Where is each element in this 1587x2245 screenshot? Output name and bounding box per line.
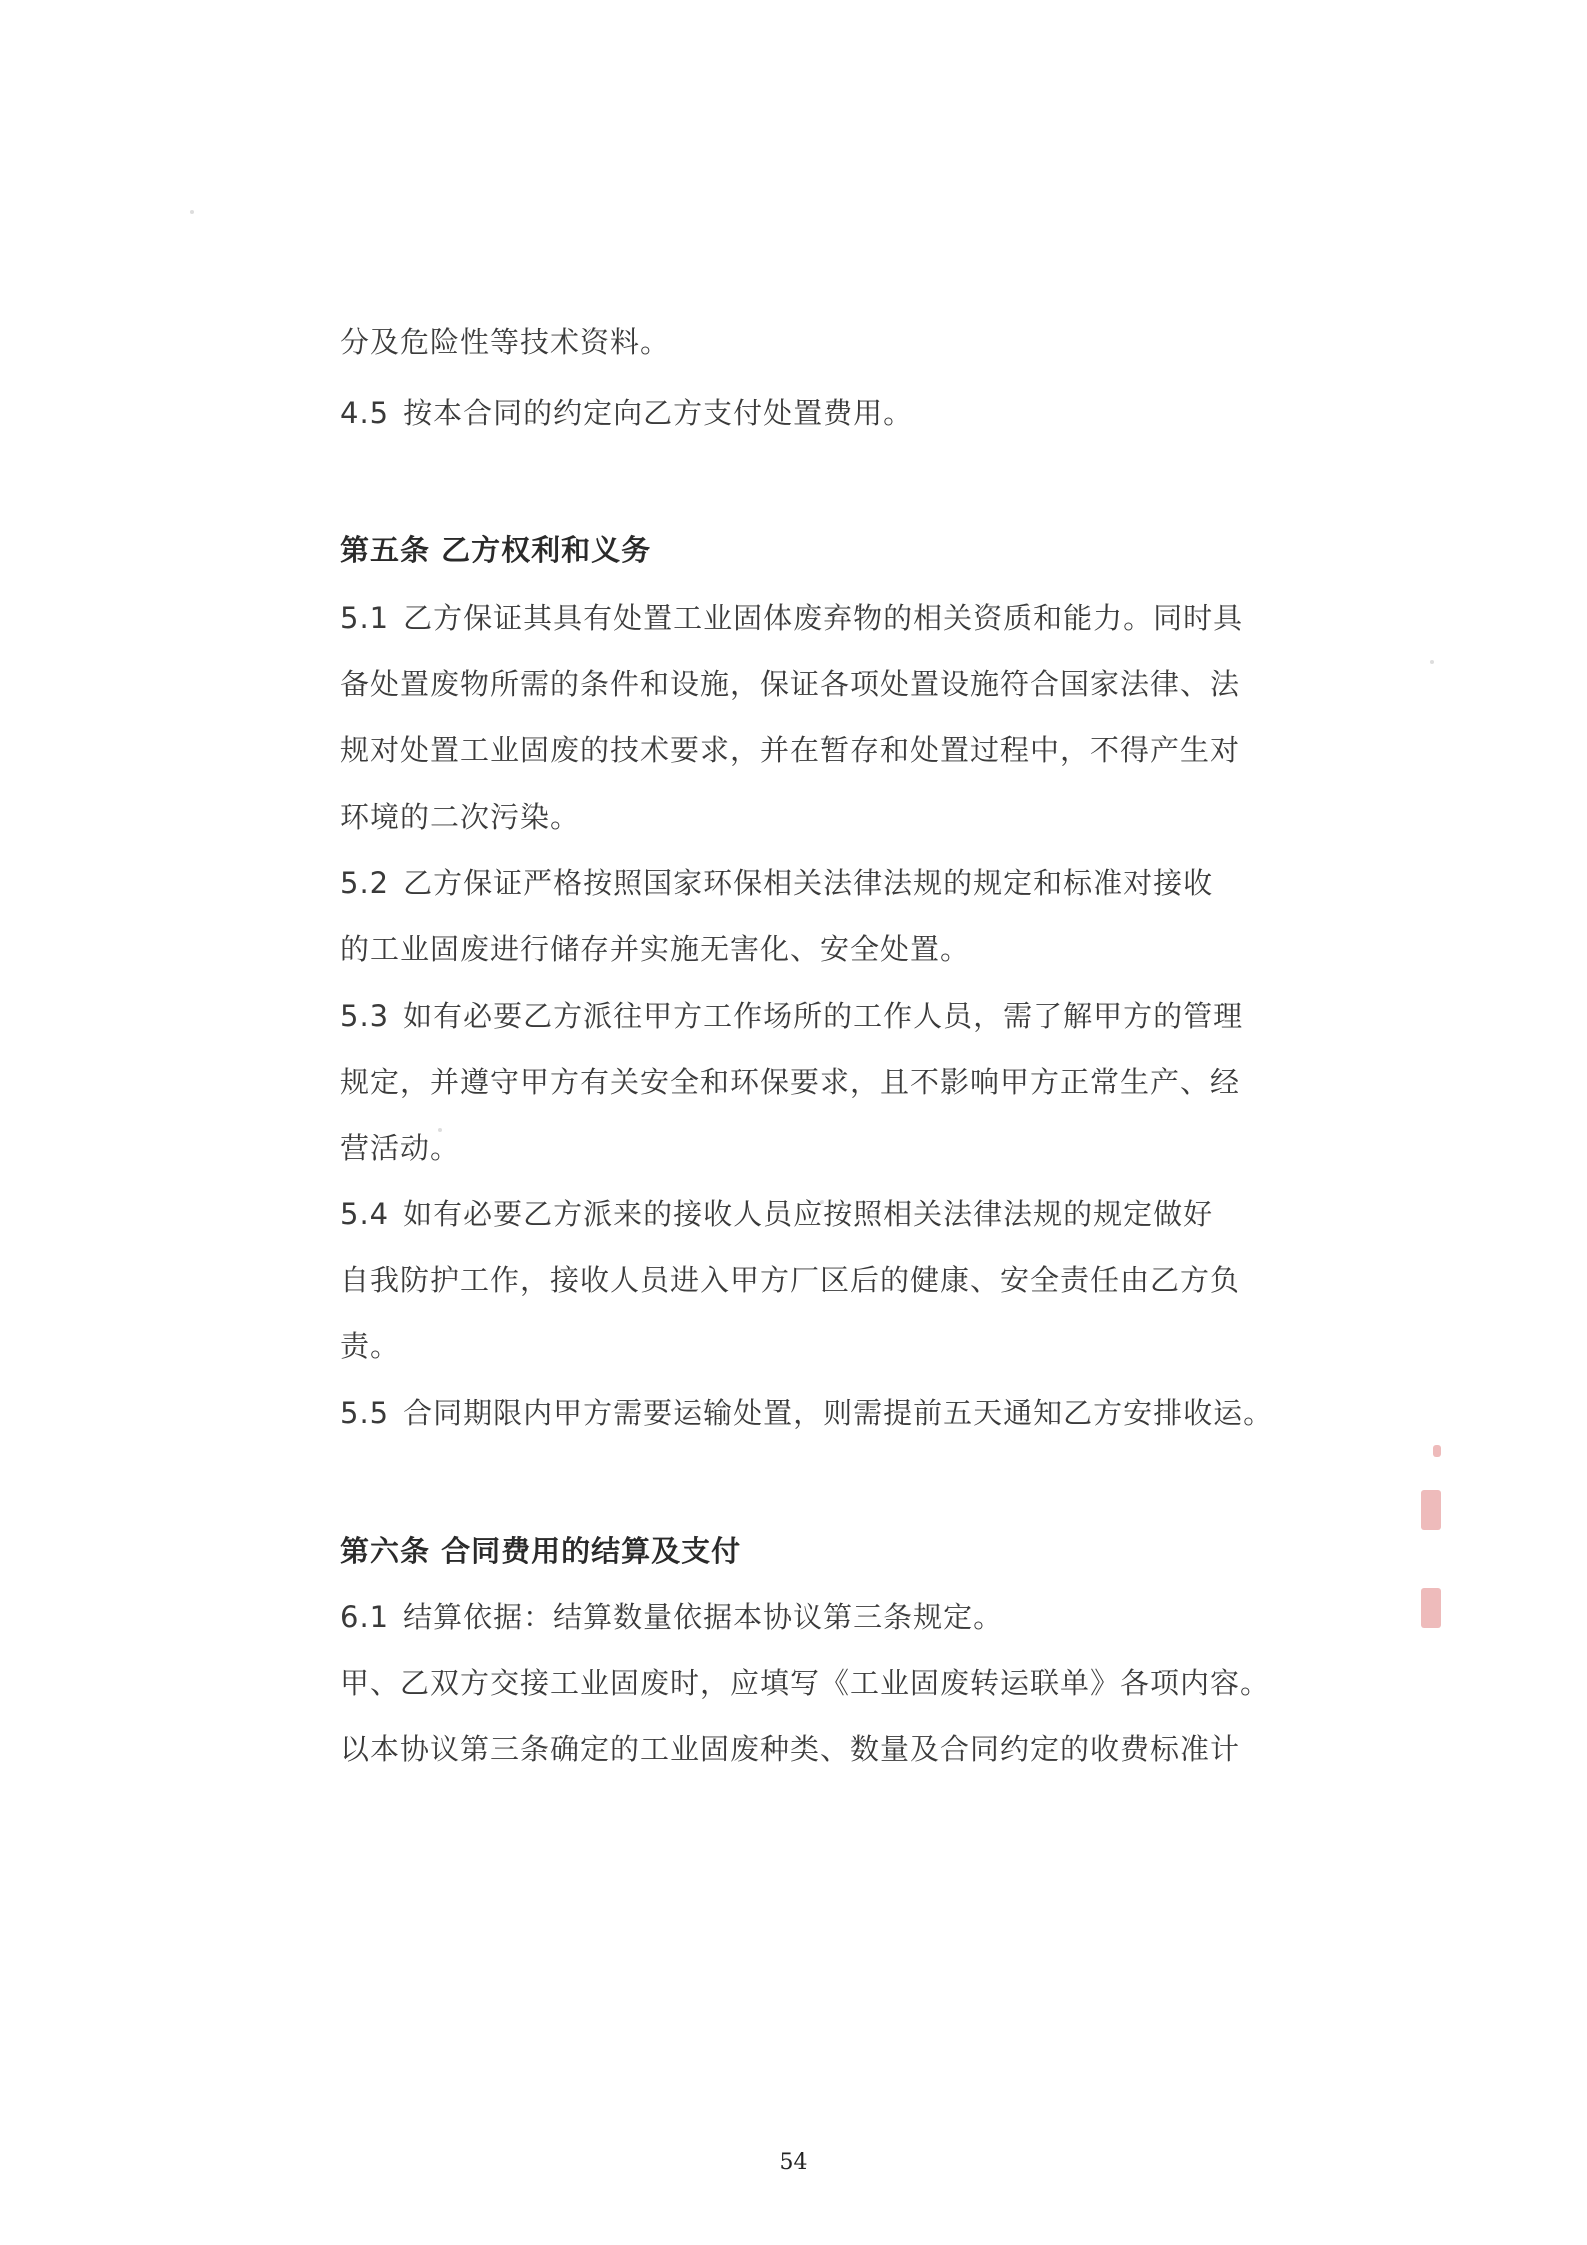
text-line <box>340 1663 1270 1703</box>
line-text: 分及危险性等技术资料。 <box>340 325 671 359</box>
text-line <box>340 1260 1240 1300</box>
line-text: 乙方保证严格按照国家环保相关法律法规的规定和标准对接收 <box>403 866 1214 900</box>
line-text: 如有必要乙方派来的接收人员应按照相关法律法规的规定做好 <box>403 1197 1214 1231</box>
seal-fragment-icon <box>1433 1445 1441 1457</box>
article-5-heading <box>340 530 651 570</box>
clause-number: 6.1 <box>340 1600 390 1634</box>
line-text: 按本合同的约定向乙方支付处置费用。 <box>403 396 914 430</box>
line-text: 自我防护工作，接收人员进入甲方厂区后的健康、安全责任由乙方负 <box>340 1263 1241 1297</box>
line-text: 规对处置工业固废的技术要求，并在暂存和处置过程中，不得产生对 <box>340 733 1241 767</box>
seal-fragment-icon <box>1421 1490 1441 1530</box>
clause-number: 4.5 <box>340 396 390 430</box>
clause-5-3 <box>340 996 1243 1036</box>
text-line <box>340 929 970 969</box>
clause-5-4 <box>340 1194 1213 1234</box>
seal-fragment-icon <box>1421 1588 1441 1628</box>
line-text: 如有必要乙方派往甲方工作场所的工作人员，需了解甲方的管理 <box>403 999 1244 1033</box>
clause-number: 5.3 <box>340 999 390 1033</box>
line-text: 环境的二次污染。 <box>340 800 581 834</box>
text-line <box>340 1062 1240 1102</box>
text-line <box>340 1729 1240 1769</box>
text-line <box>340 1326 400 1366</box>
scan-speck <box>438 1128 442 1132</box>
text-line <box>340 730 1240 770</box>
clause-number: 5.4 <box>340 1197 390 1231</box>
line-text: 甲、乙双方交接工业固废时，应填写《工业固废转运联单》各项内容。 <box>340 1666 1271 1700</box>
line-text: 以本协议第三条确定的工业固废种类、数量及合同约定的收费标准计 <box>340 1732 1241 1766</box>
text-line <box>340 797 580 837</box>
line-text: 的工业固废进行储存并实施无害化、安全处置。 <box>340 932 971 966</box>
line-text: 营活动。 <box>340 1131 461 1165</box>
clause-number: 5.1 <box>340 601 390 635</box>
article-6-heading <box>340 1531 741 1571</box>
scan-speck <box>820 1200 824 1204</box>
heading-text: 第六条 合同费用的结算及支付 <box>340 1534 742 1568</box>
scan-speck <box>1430 660 1434 664</box>
clause-5-2 <box>340 863 1213 903</box>
clause-number: 5.5 <box>340 1396 390 1430</box>
line-text: 责。 <box>340 1329 401 1363</box>
text-line <box>340 1128 460 1168</box>
clause-5-5 <box>340 1393 1273 1433</box>
line-text: 备处置废物所需的条件和设施，保证各项处置设施符合国家法律、法 <box>340 667 1241 701</box>
clause-4-5 <box>340 393 913 433</box>
page-number: 54 <box>779 2150 808 2175</box>
text-line <box>340 664 1240 704</box>
scan-speck <box>190 210 194 214</box>
clause-6-1 <box>340 1597 1003 1637</box>
line-text: 合同期限内甲方需要运输处置，则需提前五天通知乙方安排收运。 <box>403 1396 1274 1430</box>
text-line <box>340 322 670 362</box>
line-text: 规定，并遵守甲方有关安全和环保要求，且不影响甲方正常生产、经 <box>340 1065 1241 1099</box>
clause-5-1 <box>340 598 1243 638</box>
line-text: 乙方保证其具有处置工业固体废弃物的相关资质和能力。同时具 <box>403 601 1244 635</box>
clause-number: 5.2 <box>340 866 390 900</box>
heading-text: 第五条 乙方权利和义务 <box>340 533 652 567</box>
line-text: 结算依据：结算数量依据本协议第三条规定。 <box>403 1600 1004 1634</box>
